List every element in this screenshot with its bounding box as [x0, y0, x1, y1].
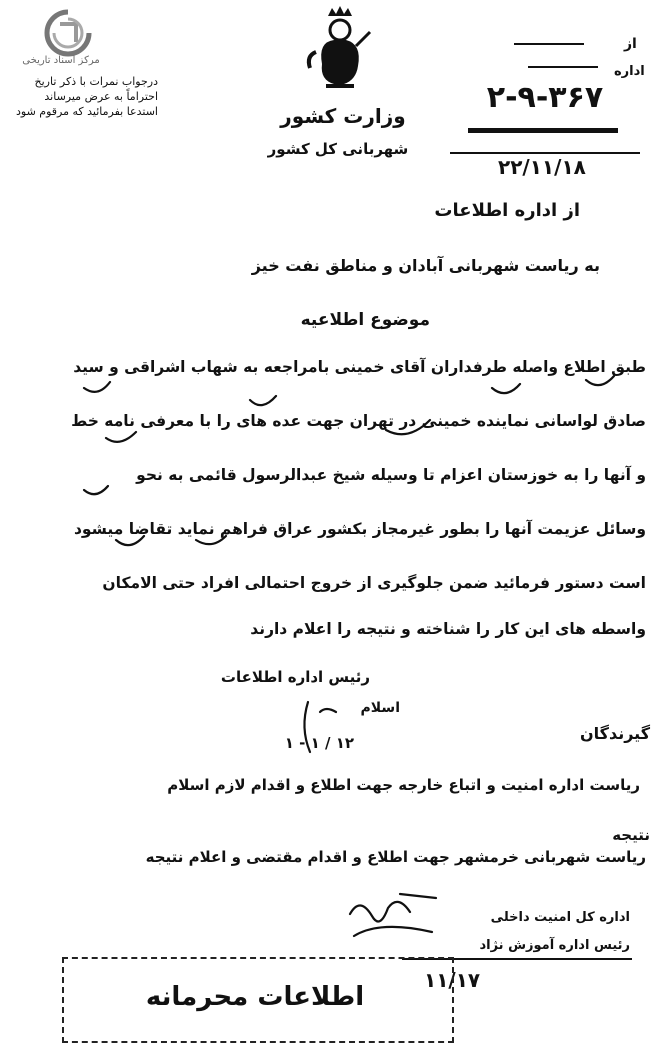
head-title: رئیس اداره اطلاعات: [220, 668, 370, 686]
stamp-text: اطلاعات محرمانه: [145, 982, 365, 1012]
reference-numbers: ۱۲ / ۱ - ۱: [284, 734, 354, 752]
left-header-line: احتراماً به عرض میرساند: [44, 90, 158, 103]
final-signer: رئیس اداره آموزش نژاد: [479, 938, 630, 953]
subject: موضوع اطلاعیه: [300, 310, 430, 330]
final-date: ۱۱/۱۷: [424, 968, 481, 992]
body-line: واسطه های این کار را شناخته و نتیجه را اعلام دارند: [250, 620, 646, 638]
copy-line: ریاست اداره امنیت و اتباع خارجه جهت اطلاع و اقدام لازم اسلام: [167, 776, 640, 794]
body-line: صادق لواسانی نماینده خمینی در تهران جهت عده های را با معرفی نامه خط: [71, 412, 646, 430]
body-line: است دستور فرمائید ضمن جلوگیری از خروج احتمالی افراد حتی الامکان: [102, 574, 646, 592]
department-name: شهربانی کل کشور: [267, 140, 409, 158]
body-line: وسائل عزیمت آنها را بطور غیرمجاز بکشور عراق فراهم نماید تقاضا میشود: [73, 520, 646, 538]
watermark-label: مرکز اسناد تاریخی: [22, 55, 100, 66]
signature-note: اسلام: [360, 700, 400, 716]
copy-label: گیرندگان: [579, 724, 650, 743]
from-label: از: [624, 36, 637, 52]
to-label: اداره: [614, 64, 645, 79]
body-line: طبق اطلاع واصله طرفداران آقای خمینی بامراجعه به شهاب اشراقی و سید: [73, 358, 646, 376]
left-header-line: درجواب نمرات با ذکر تاریخ: [34, 75, 158, 88]
left-header-line: استدعا بفرمائید که مرقوم شود: [15, 105, 158, 118]
copy-line: ریاست شهربانی خرمشهر جهت اطلاع و اقدام مقتضی و اعلام نتیجه: [145, 848, 646, 866]
body-line: و آنها را به خوزستان اعزام تا وسیله شیخ عبدالرسول قائمی به نحو: [136, 466, 646, 484]
final-signer: اداره کل امنیت داخلی: [490, 910, 630, 925]
letter-date: ۲۲/۱۱/۱۸: [498, 155, 586, 179]
recipient: به ریاست شهربانی آبادان و مناطق نفت خیز: [251, 256, 600, 275]
letter-number: ۲-۹-۳۶۷: [486, 80, 604, 115]
ministry-name: وزارت کشور: [280, 104, 406, 128]
copy-note: نتیجه: [612, 826, 650, 844]
sender: از اداره اطلاعات: [434, 200, 580, 221]
